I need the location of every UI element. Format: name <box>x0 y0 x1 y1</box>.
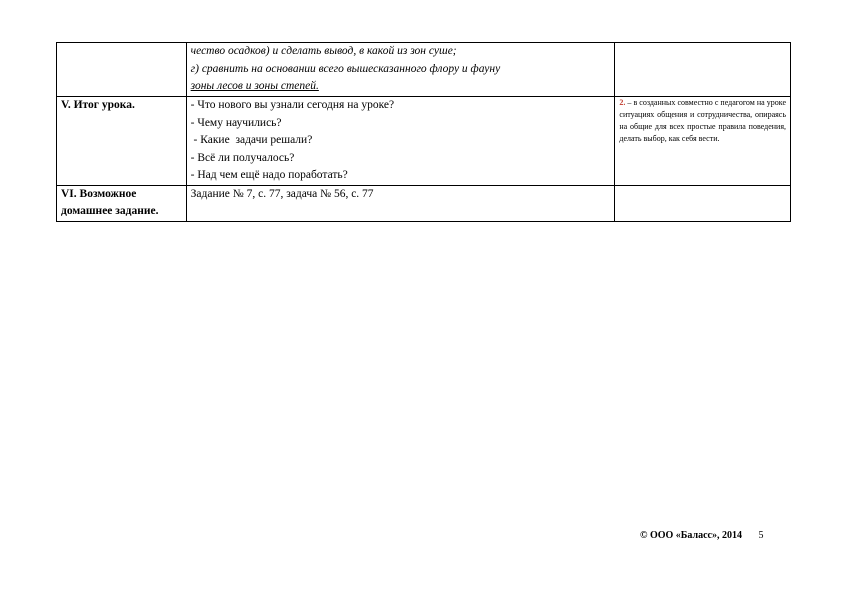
content-cell-continuation <box>186 43 615 97</box>
note-cell-final <box>615 97 791 186</box>
stage-title-cont: домашнее задание. <box>61 205 159 217</box>
stage-cell-homework <box>57 185 187 221</box>
stage-title: VI. Возможное <box>61 187 137 200</box>
table-row-continuation <box>57 43 791 97</box>
note-text: – в созданных совместно с педагогом на уроке ситуациях общения и сотрудничества, опираясь на общие для всех простые правила поведения, делать выбор, как себя вести. <box>619 98 786 143</box>
table-row-homework <box>57 185 791 221</box>
note-number: 2. <box>619 98 626 107</box>
homework-text: Задание № 7, с. 77, задача № 56, с. 77 <box>190 187 374 200</box>
question-line: - Что нового вы узнали сегодня на уроке? <box>190 99 395 111</box>
content-line: г) сравнить на основании всего вышесказанного флору и фауну <box>190 62 501 75</box>
content-line: зоны лесов и зоны степей. <box>190 80 319 92</box>
content-cell-final <box>186 97 615 186</box>
content-cell-homework <box>186 185 615 221</box>
note-cell-empty <box>615 185 791 221</box>
stage-title: V. Итог урока. <box>61 99 135 111</box>
note-cell-empty <box>615 43 791 97</box>
question-line: - Чему научились? <box>190 116 282 129</box>
page-footer <box>640 530 764 541</box>
question-line: - Какие задачи решали? <box>190 134 313 146</box>
lesson-plan-table <box>56 42 791 222</box>
page-number: 5 <box>758 530 764 541</box>
question-line: - Над чем ещё надо поработать? <box>190 169 348 181</box>
stage-cell-final <box>57 97 187 186</box>
question-line: - Всё ли получалось? <box>190 151 295 164</box>
content-line: чество осадков) и сделать вывод, в какой из зон суше; <box>190 45 457 57</box>
stage-cell-empty <box>57 43 187 97</box>
copyright-text: © ООО «Баласс», 2014 <box>640 530 742 541</box>
table-row-final <box>57 97 791 186</box>
